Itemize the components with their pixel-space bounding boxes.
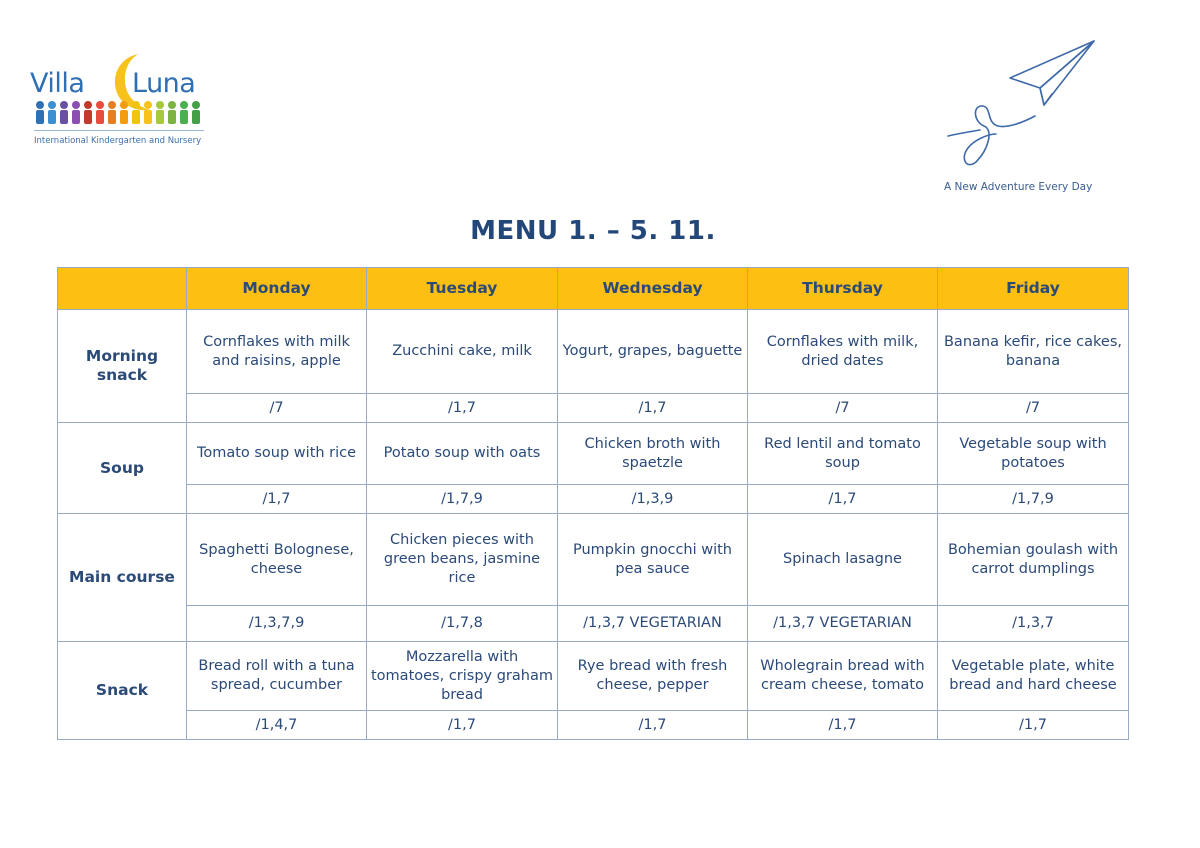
tagline: A New Adventure Every Day xyxy=(944,181,1093,193)
allergen-cell: /1,7 xyxy=(558,711,748,740)
allergen-cell: /1,3,7,9 xyxy=(187,606,367,642)
menu-table xyxy=(57,267,1129,740)
dish-cell: Yogurt, grapes, baguette xyxy=(558,310,748,394)
dish-cell: Chicken pieces with green beans, jasmine rice xyxy=(367,514,558,606)
row-label-snack: Snack xyxy=(58,642,187,740)
day-header-tuesday: Tuesday xyxy=(367,268,558,310)
dish-cell: Spinach lasagne xyxy=(748,514,938,606)
dish-cell: Vegetable plate, white bread and hard cheese xyxy=(938,642,1129,711)
dish-cell: Banana kefir, rice cakes, banana xyxy=(938,310,1129,394)
allergen-cell: /1,3,9 xyxy=(558,485,748,514)
day-header-friday: Friday xyxy=(938,268,1129,310)
villa-luna-logo xyxy=(28,52,218,152)
allergen-cell: /1,4,7 xyxy=(187,711,367,740)
logo-subtitle: International Kindergarten and Nursery xyxy=(34,136,202,146)
dish-row-soup xyxy=(58,423,1129,485)
logo-divider xyxy=(34,130,204,131)
dish-cell: Vegetable soup with potatoes xyxy=(938,423,1129,485)
allergen-cell: /7 xyxy=(187,394,367,423)
dish-cell: Chicken broth with spaetzle xyxy=(558,423,748,485)
allergen-cell: /1,7 xyxy=(367,711,558,740)
allergen-cell: /1,7 xyxy=(938,711,1129,740)
day-header-wednesday: Wednesday xyxy=(558,268,748,310)
dish-cell: Spaghetti Bolognese, cheese xyxy=(187,514,367,606)
dish-row-main-course xyxy=(58,514,1129,606)
header-row xyxy=(58,268,1129,310)
allergen-cell: /7 xyxy=(938,394,1129,423)
allergen-cell: /1,7,9 xyxy=(938,485,1129,514)
dish-cell: Wholegrain bread with cream cheese, tomato xyxy=(748,642,938,711)
dish-cell: Rye bread with fresh cheese, pepper xyxy=(558,642,748,711)
allergen-cell: /1,3,7 VEGETARIAN xyxy=(558,606,748,642)
children-row-icon xyxy=(34,100,206,126)
allergen-row-main-course xyxy=(58,606,1129,642)
page-title: MENU 1. – 5. 11. xyxy=(470,216,716,246)
logo-text-luna: Luna xyxy=(132,68,196,99)
dish-cell: Tomato soup with rice xyxy=(187,423,367,485)
paper-plane-icon xyxy=(940,38,1110,168)
dish-cell: Cornflakes with milk, dried dates xyxy=(748,310,938,394)
dish-cell: Bread roll with a tuna spread, cucumber xyxy=(187,642,367,711)
allergen-cell: /1,7 xyxy=(558,394,748,423)
allergen-cell: /1,3,7 VEGETARIAN xyxy=(748,606,938,642)
dish-cell: Pumpkin gnocchi with pea sauce xyxy=(558,514,748,606)
row-label-morning-snack: Morning snack xyxy=(58,310,187,423)
dish-cell: Bohemian goulash with carrot dumplings xyxy=(938,514,1129,606)
allergen-cell: /1,7 xyxy=(748,485,938,514)
dish-row-snack xyxy=(58,642,1129,711)
dish-cell: Cornflakes with milk and raisins, apple xyxy=(187,310,367,394)
allergen-row-snack xyxy=(58,711,1129,740)
allergen-row-soup xyxy=(58,485,1129,514)
logo-text-villa: Villa xyxy=(30,68,85,99)
corner-cell xyxy=(58,268,187,310)
row-label-main-course: Main course xyxy=(58,514,187,642)
allergen-cell: /7 xyxy=(748,394,938,423)
allergen-row-morning-snack xyxy=(58,394,1129,423)
day-header-thursday: Thursday xyxy=(748,268,938,310)
allergen-cell: /1,3,7 xyxy=(938,606,1129,642)
allergen-cell: /1,7 xyxy=(367,394,558,423)
dish-cell: Zucchini cake, milk xyxy=(367,310,558,394)
day-header-monday: Monday xyxy=(187,268,367,310)
allergen-cell: /1,7,9 xyxy=(367,485,558,514)
dish-cell: Mozzarella with tomatoes, crispy graham bread xyxy=(367,642,558,711)
allergen-cell: /1,7 xyxy=(748,711,938,740)
dish-cell: Potato soup with oats xyxy=(367,423,558,485)
row-label-soup: Soup xyxy=(58,423,187,514)
dish-row-morning-snack xyxy=(58,310,1129,394)
allergen-cell: /1,7 xyxy=(187,485,367,514)
dish-cell: Red lentil and tomato soup xyxy=(748,423,938,485)
allergen-cell: /1,7,8 xyxy=(367,606,558,642)
